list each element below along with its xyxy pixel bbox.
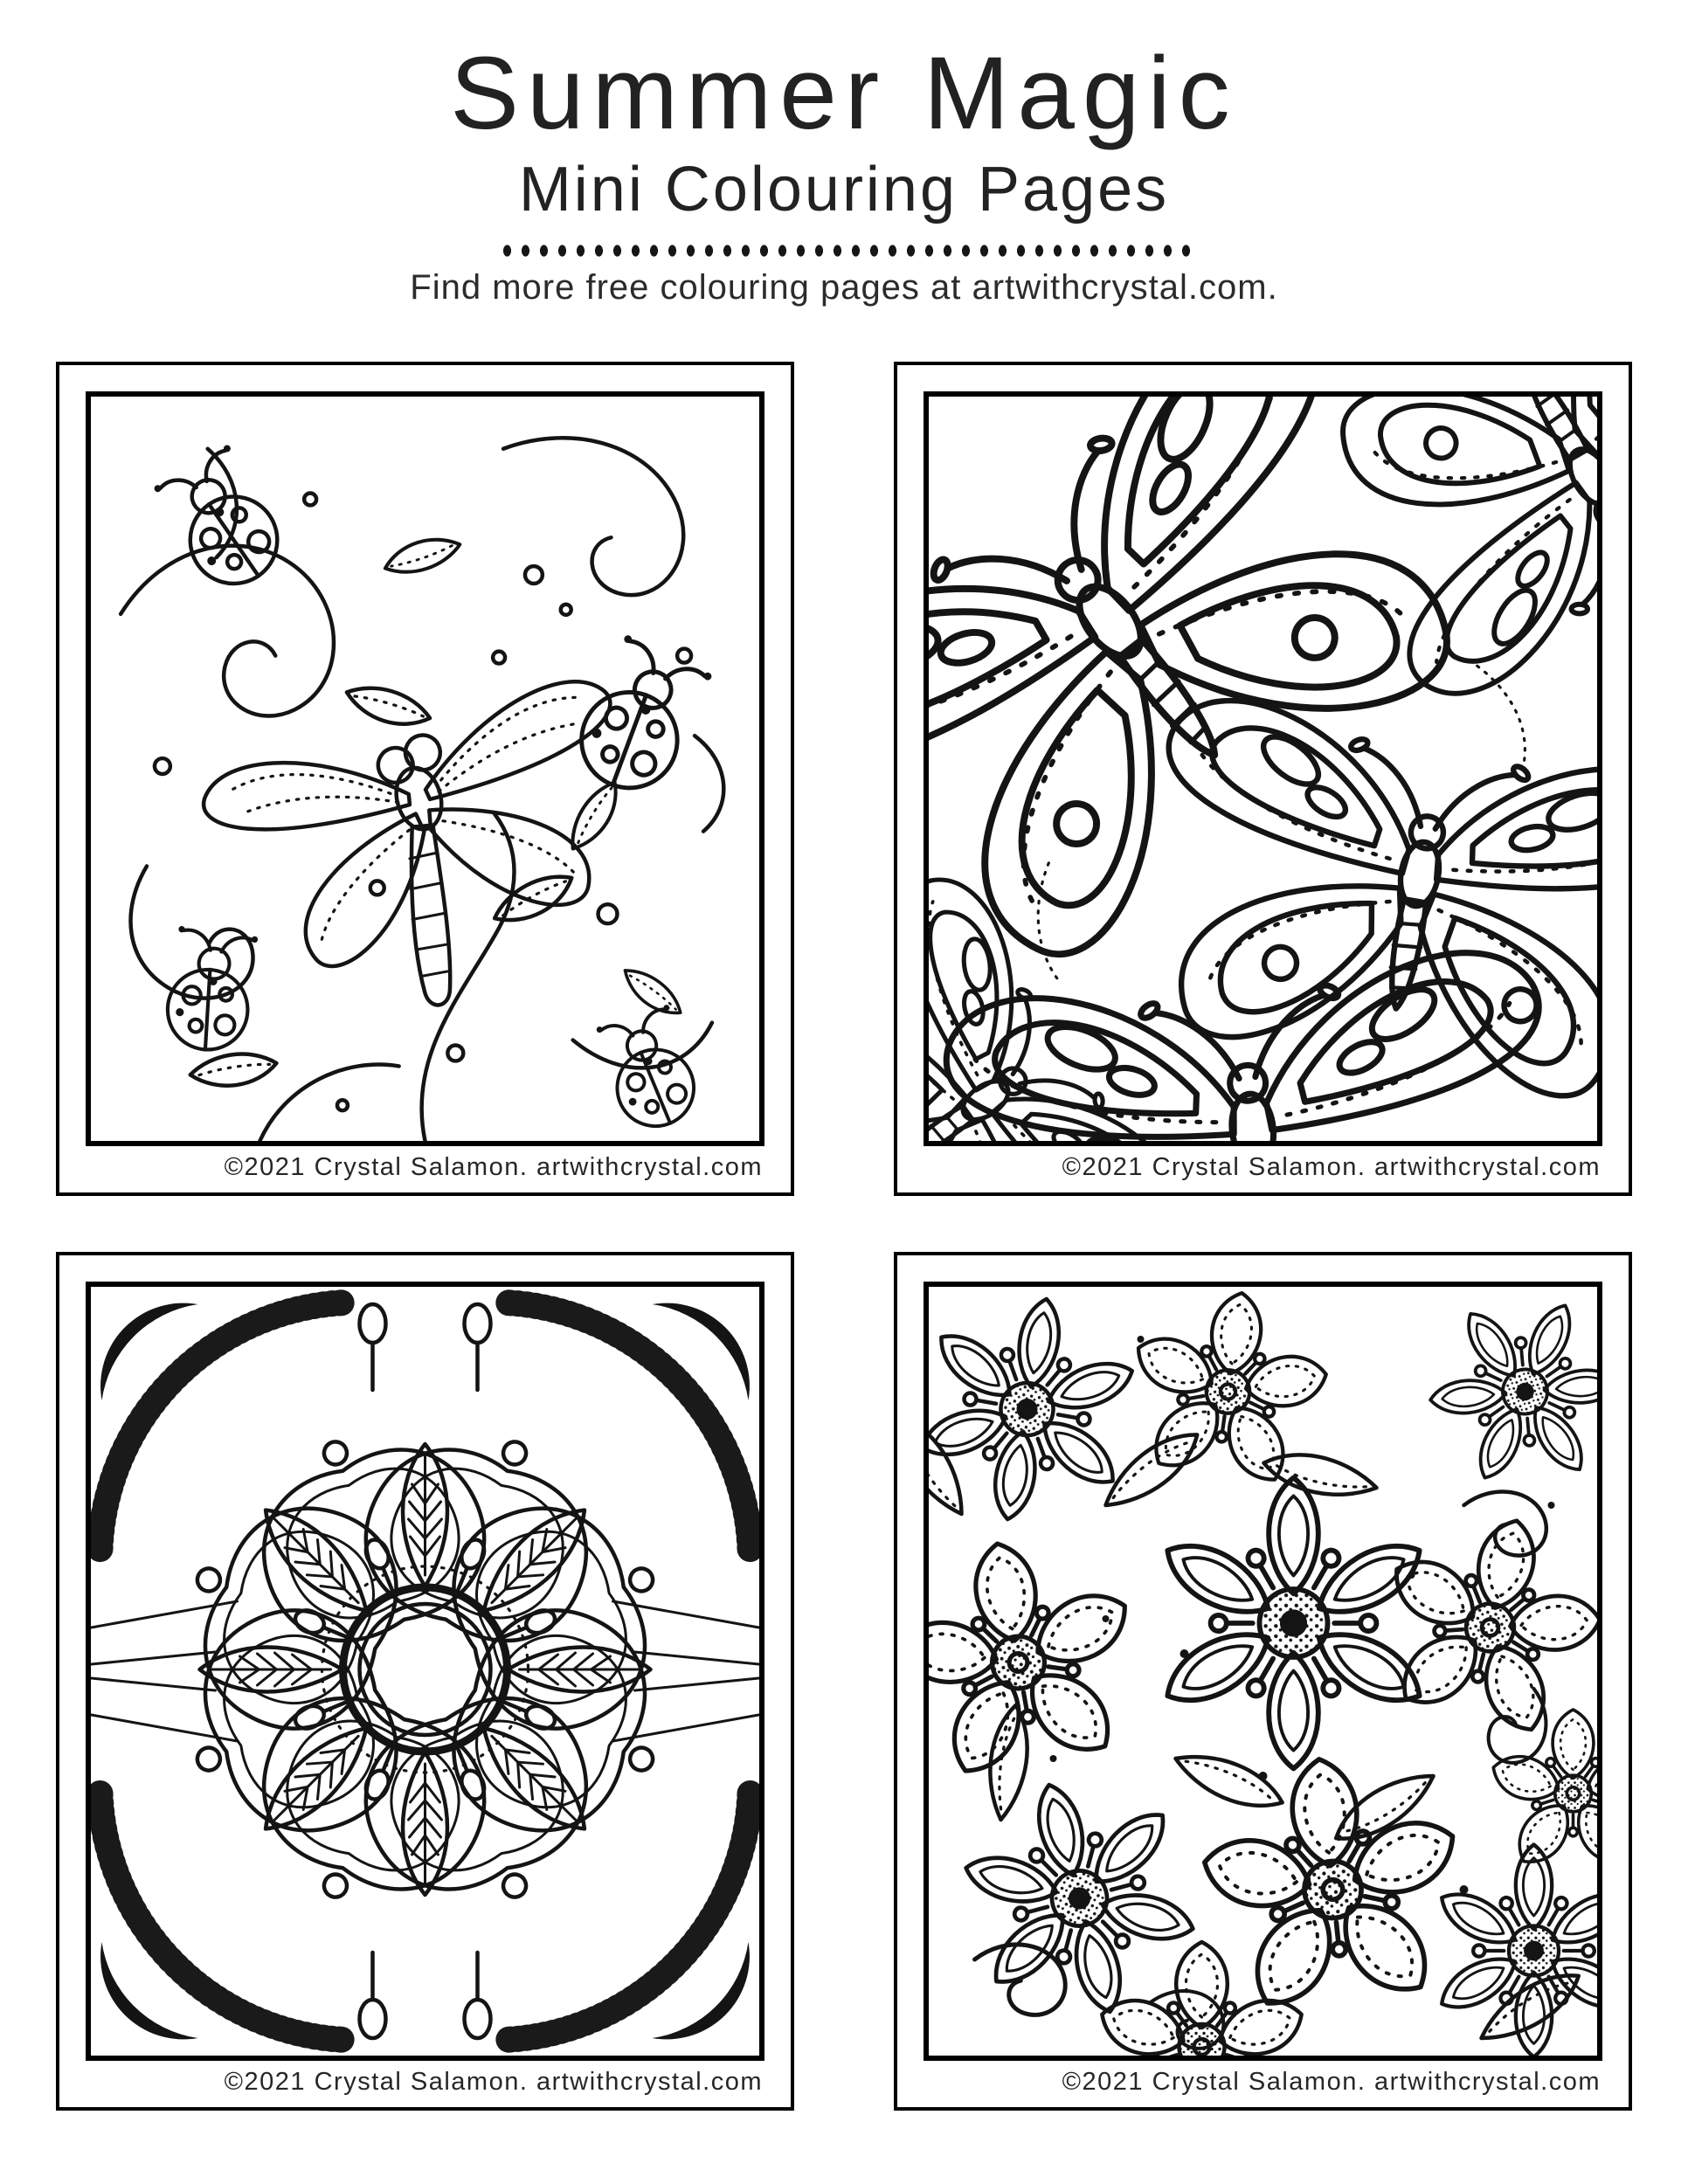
dotted-divider (498, 244, 1190, 258)
bubble-dots-motif (155, 494, 691, 1111)
page-tagline: Find more free colouring pages at artwithcrystal.com. (410, 268, 1278, 308)
panel-copyright: ©2021 Crystal Salamon. artwithcrystal.com (224, 1153, 763, 1182)
dragonfly-art-frame (86, 391, 764, 1146)
mandala-flower-motif (181, 1425, 670, 1914)
butterflies-artwork (929, 397, 1597, 1141)
page-subtitle: Mini Colouring Pages (518, 154, 1170, 225)
panel-flower-garden (894, 1252, 1632, 2111)
panel-copyright: ©2021 Crystal Salamon. artwithcrystal.com (224, 2068, 763, 2097)
butterfly-motif (929, 397, 1597, 1141)
butterflies-art-frame (924, 391, 1602, 1146)
flower-garden-artwork (929, 1287, 1597, 2056)
panel-copyright: ©2021 Crystal Salamon. artwithcrystal.com (1062, 2068, 1601, 2097)
dragonfly-garden-artwork (91, 397, 759, 1141)
panel-mandala-flower (56, 1252, 794, 2111)
panel-butterflies (894, 362, 1632, 1196)
flowers-art-frame (924, 1282, 1602, 2061)
page-header (0, 0, 1688, 308)
mandala-art-frame (86, 1282, 764, 2061)
mandala-artwork (91, 1287, 759, 2056)
page-title: Summer Magic (450, 36, 1238, 151)
colouring-pages-grid (0, 362, 1688, 2111)
dragonfly-motif (197, 672, 675, 1053)
flower-motif (929, 1287, 1597, 2056)
panel-dragonfly-garden (56, 362, 794, 1196)
panel-copyright: ©2021 Crystal Salamon. artwithcrystal.com (1062, 1153, 1601, 1182)
ladybug-motif (153, 444, 713, 1136)
mandala-corner-motif (92, 1303, 759, 2040)
